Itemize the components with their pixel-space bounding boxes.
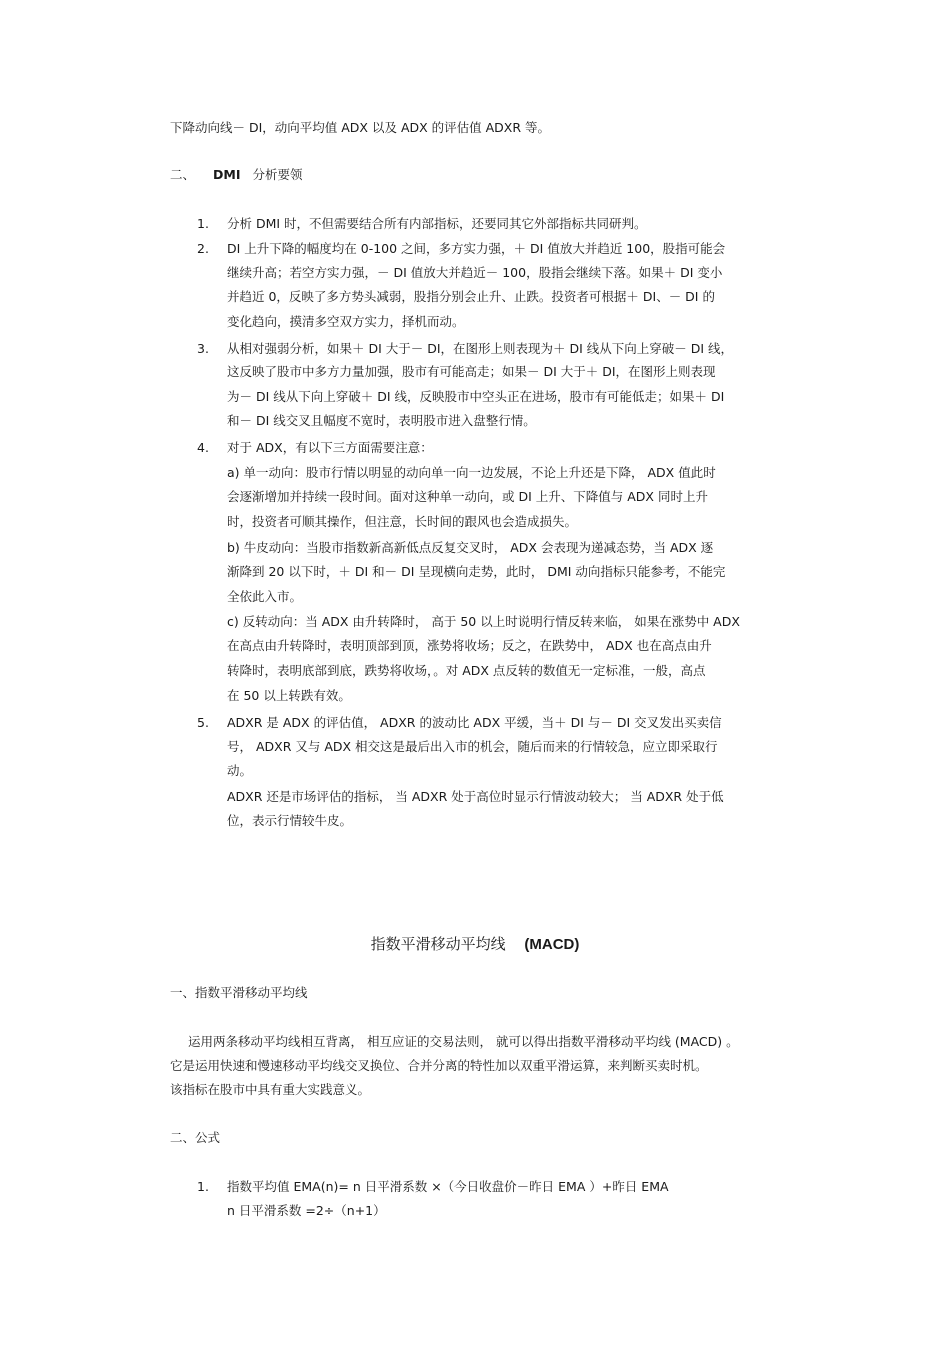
section-suffix: 分析要领 <box>252 167 303 182</box>
subitem-a-text: a) 单一动向：股市行情以明显的动向单一向一边发展，不论上升还是下降， ADX 值此时 <box>227 465 716 480</box>
macd-title <box>0 934 950 955</box>
macd-paragraph-line: 该指标在股市中具有重大实践意义。 <box>170 1082 371 1097</box>
macd-paragraph-line: 运用两条移动平均线相互背离， 相互应证的交易法则， 就可以得出指数平滑移动平均线 (MACD) 。 <box>188 1034 739 1049</box>
formula-text: 指数平均值 EMA(n)= n 日平滑系数 ×（今日收盘价－昨日 EMA ）+昨日 EMA <box>227 1179 669 1194</box>
subitem-b-text: b) 牛皮动向：当股市指数新高新低点反复交叉时， ADX 会表现为递减态势，当 ADX 逐 <box>227 540 714 555</box>
section-prefix: 二、 <box>170 167 196 182</box>
macd-title-cn: 指数平滑移动平均线 <box>370 935 506 953</box>
item-text: ADXR 是 ADX 的评估值， ADXR 的波动比 ADX 平缓，当＋ DI 与－ DI 交叉发出买卖信 <box>227 715 722 730</box>
item-number: 5. <box>197 715 209 730</box>
item-text: 分析 DMI 时，不但需要结合所有内部指标，还要同其它外部指标共同研判。 <box>227 216 647 231</box>
subitem-c-text: c) 反转动向：当 ADX 由升转降时， 高于 50 以上时说明行情反转来临， 如果在涨势中 ADX <box>227 614 740 629</box>
formula-text: n 日平滑系数 =2÷（n+1） <box>227 1203 386 1218</box>
item-text: ADXR 还是市场评估的指标， 当 ADXR 处于高位时显示行情波动较大； 当 ADXR 处于低 <box>227 789 724 804</box>
item-text: 位，表示行情较牛皮。 <box>227 813 353 828</box>
item-text: 对于 ADX，有以下三方面需要注意： <box>227 440 433 455</box>
subitem-a-text: 时，投资者可顺其操作，但注意，长时间的跟风也会造成损失。 <box>227 514 578 529</box>
subitem-b-text: 全依此入市。 <box>227 589 303 604</box>
item-text: 并趋近 0，反映了多方势头减弱，股指分别会止升、止跌。投资者可根据＋ DI、－ DI 的 <box>227 289 715 304</box>
macd-section-2: 二、公式 <box>170 1130 221 1145</box>
item-text: 号， ADXR 又与 ADX 相交这是最后出入市的机会，随后而来的行情较急，应立即采取行 <box>227 739 718 754</box>
item-number: 3. <box>197 341 209 356</box>
subitem-c-text: 在高点由升转降时，表明顶部到顶，涨势将收场；反之，在跌势中， ADX 也在高点由升 <box>227 638 712 653</box>
section-heading-dmi <box>170 167 302 183</box>
subitem-b-text: 渐降到 20 以下时，＋ DI 和－ DI 呈现横向走势，此时， DMI 动向指标只能参考，不能完 <box>227 564 726 579</box>
subitem-a-text: 会逐渐增加并持续一段时间。面对这种单一动向，或 DI 上升、下降值与 ADX 同时上升 <box>227 489 708 504</box>
subitem-c-text: 转降时，表明底部到底，跌势将收场，。对 ADX 点反转的数值无一定标准，一般，高点 <box>227 663 706 678</box>
item-text: DI 上升下降的幅度均在 0-100 之间，多方实力强，＋ DI 值放大并趋近 100，股指可能会 <box>227 241 726 256</box>
item-text: 从相对强弱分析，如果＋ DI 大于－ DI，在图形上则表现为＋ DI 线从下向上穿破－ DI 线， <box>227 341 734 356</box>
item-text: 变化趋向，摸清多空双方实力，择机而动。 <box>227 314 465 329</box>
formula-number: 1. <box>197 1179 209 1194</box>
item-number: 2. <box>197 241 209 256</box>
intro-line: 下降动向线－ DI，动向平均值 ADX 以及 ADX 的评估值 ADXR 等。 <box>170 120 551 135</box>
subitem-c-text: 在 50 以上转跌有效。 <box>227 688 351 703</box>
item-text: 为－ DI 线从下向上穿破＋ DI 线，反映股市中空头正在进场，股市有可能低走；如果＋ DI <box>227 389 725 404</box>
item-text: 继续升高；若空方实力强，－ DI 值放大并趋近－ 100，股指会继续下落。如果＋ DI 变小 <box>227 265 723 280</box>
item-number: 4. <box>197 440 209 455</box>
macd-title-en: (MACD) <box>524 936 580 953</box>
macd-paragraph-line: 它是运用快速和慢速移动平均线交叉换位、合并分离的特性加以双重平滑运算，来判断买卖时机。 <box>170 1058 708 1073</box>
macd-section-1: 一、指数平滑移动平均线 <box>170 985 308 1000</box>
item-text: 和－ DI 线交叉且幅度不宽时，表明股市进入盘整行情。 <box>227 413 536 428</box>
section-bold: DMI <box>213 167 241 182</box>
item-number: 1. <box>197 216 209 231</box>
item-text: 这反映了股市中多方力量加强，股市有可能高走；如果－ DI 大于＋ DI，在图形上则表现 <box>227 364 716 379</box>
item-text: 动。 <box>227 763 253 778</box>
